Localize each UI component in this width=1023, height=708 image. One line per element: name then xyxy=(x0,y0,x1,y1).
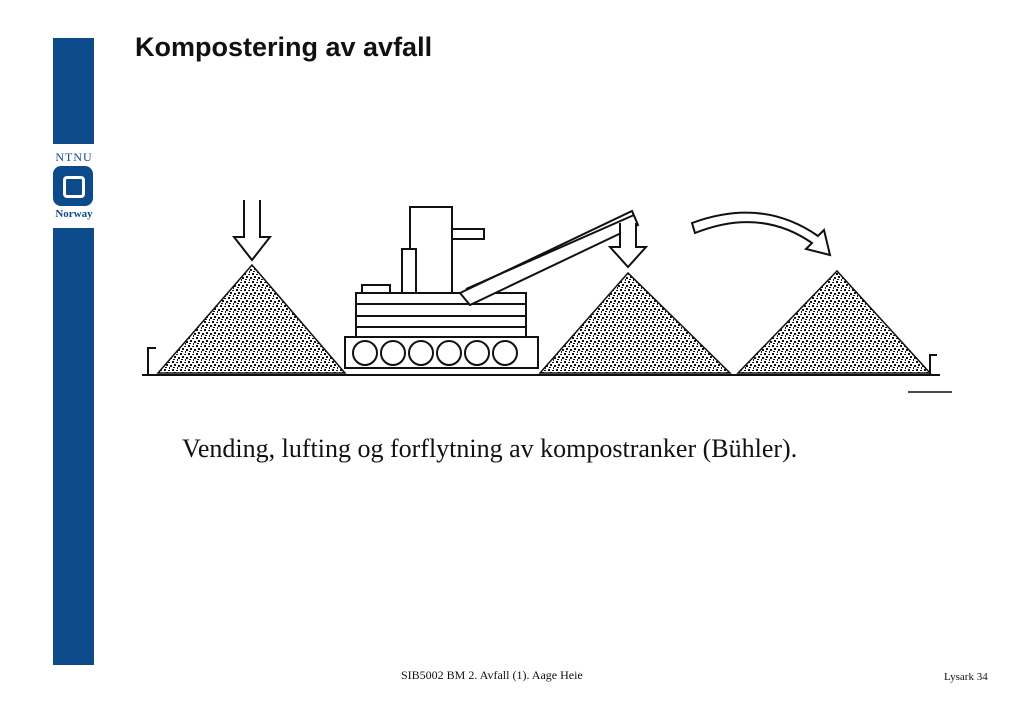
left-wall xyxy=(148,348,156,375)
windrow-middle xyxy=(540,273,730,373)
sidebar-bar-bottom xyxy=(53,228,94,665)
windrow-left xyxy=(158,265,345,373)
sidebar-bar-top xyxy=(53,38,94,144)
right-wall xyxy=(930,355,937,375)
windrow-right xyxy=(738,271,930,373)
compost-turning-illustration xyxy=(140,185,955,395)
slide-title: Kompostering av avfall xyxy=(135,32,433,62)
logo-bottom-text: Norway xyxy=(55,208,93,220)
footer-slide-number: Lysark 34 xyxy=(944,671,988,683)
figure-caption: Vending, lufting og forflytning av kompostranker (Bühler). xyxy=(182,434,798,463)
curved-arrow-right-icon xyxy=(692,213,830,255)
ntnu-logo xyxy=(50,150,98,226)
logo-mark-icon xyxy=(53,166,93,206)
down-arrow-left-icon xyxy=(234,200,270,260)
logo-top-text: NTNU xyxy=(55,150,93,164)
footer-course-info: SIB5002 BM 2. Avfall (1). Aage Heie xyxy=(401,668,583,682)
